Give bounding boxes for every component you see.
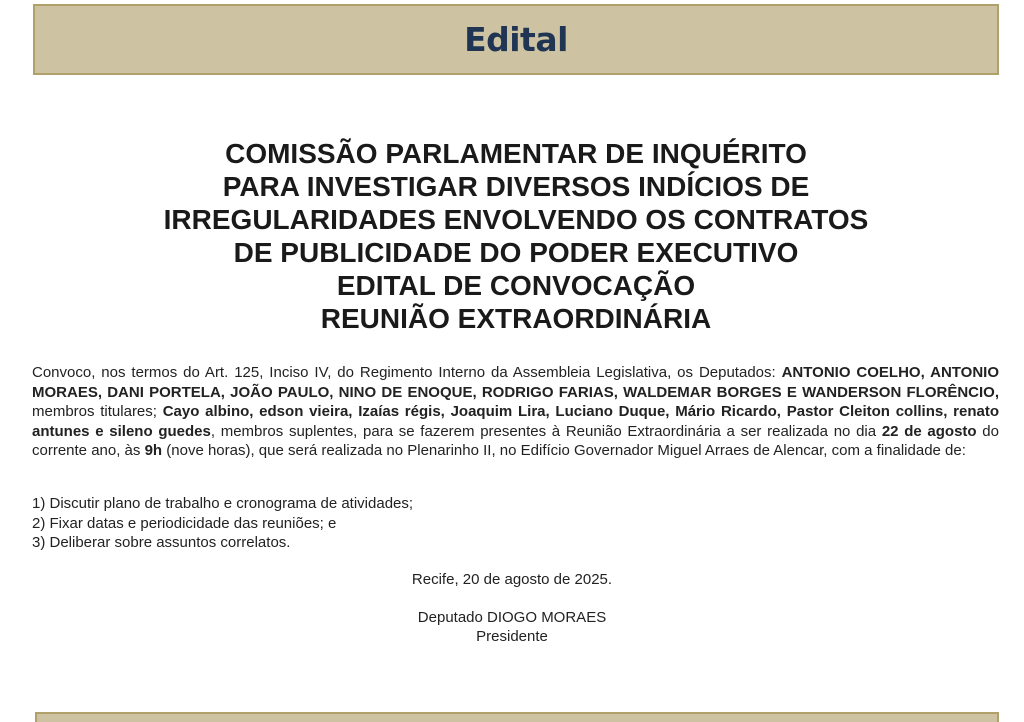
heading-line: COMISSÃO PARLAMENTAR DE INQUÉRITO — [225, 138, 807, 169]
place-date: Recife, 20 de agosto de 2025. — [411, 571, 613, 588]
banner-title: Edital — [464, 20, 568, 59]
signatory-role: Presidente — [476, 628, 548, 645]
heading-line: REUNIÃO EXTRAORDINÁRIA — [320, 303, 712, 334]
titular-members: ANTONIO COELHO, ANTONIO MORAES, DANI PORTELA, JOÃO PAULO, NINO DE ENOQUE, RODRIGO FARIAS, WALDEMAR BORGES E WANDERSON FLORÊNCIO, — [32, 364, 999, 401]
agenda-item: 2) Fixar datas e periodicidade das reuniões; e — [32, 514, 337, 532]
agenda-list — [32, 494, 992, 553]
intro-text: Convoco, nos termos do Art. 125, Inciso IV, do Regimento Interno da Assembleia Legislativa, os Deputados: — [32, 364, 782, 381]
signature-block — [0, 608, 1024, 646]
heading-line: PARA INVESTIGAR DIVERSOS INDÍCIOS DE — [222, 171, 810, 202]
convocation-paragraph — [32, 363, 999, 461]
signatory-name: Deputado DIOGO MORAES — [417, 609, 607, 626]
heading-line: EDITAL DE CONVOCAÇÃO — [336, 270, 696, 301]
closing-text: (nove horas), que será realizada no Plenarinho II, no Edifício Governador Miguel Arraes de Alencar, com a finalidade de: — [162, 442, 966, 459]
substitute-members: Cayo albino, edson vieira, Izaías régis, Joaquim Lira, Luciano Duque, Mário Ricardo, Pastor Cleiton collins, renato antunes e sileno guedes — [32, 403, 999, 440]
date-suffix: do corrente ano, às — [32, 422, 999, 459]
agenda-item: 3) Deliberar sobre assuntos correlatos. — [32, 534, 291, 551]
header-banner — [33, 4, 999, 75]
meeting-time: 9h — [144, 442, 163, 459]
footer-banner — [35, 712, 999, 722]
titular-suffix: membros titulares; — [32, 403, 163, 420]
document-heading — [40, 137, 992, 335]
meeting-date: 22 de agosto — [881, 422, 977, 440]
substitute-suffix: , membros suplentes, para se fazerem presentes à Reunião Extraordinária a ser realizada no dia — [210, 422, 882, 440]
heading-line: IRREGULARIDADES ENVOLVENDO OS CONTRATOS — [163, 204, 869, 235]
agenda-item: 1) Discutir plano de trabalho e cronograma de atividades; — [32, 495, 414, 512]
heading-line: DE PUBLICIDADE DO PODER EXECUTIVO — [233, 237, 799, 268]
